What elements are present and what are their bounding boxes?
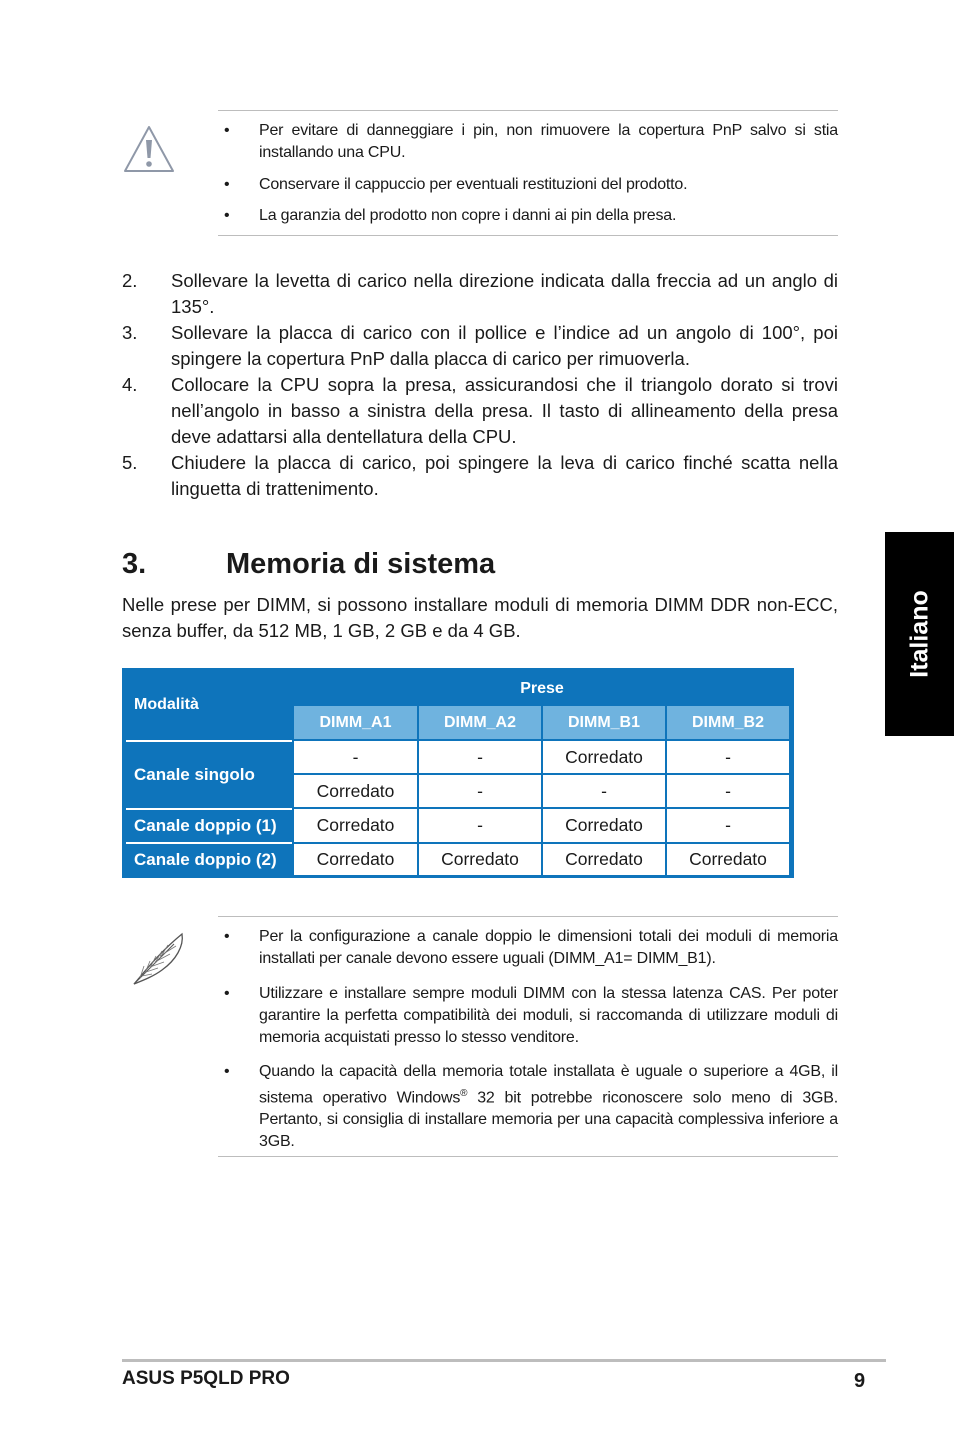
- step-item: 3. Sollevare la placca di carico con il pollice e l’indice ad un angolo di 100°, poi spingere la copertura PnP dalla placca di carico per rimuoverla.: [122, 322, 838, 369]
- table-cell: -: [419, 741, 541, 773]
- step-item: 2. Sollevare la levetta di carico nella direzione indicata dalla freccia ad un anglo di 135°.: [122, 270, 838, 317]
- language-tab: [885, 532, 954, 736]
- table-cell: Corredato: [543, 809, 665, 842]
- footer-rule: [122, 1359, 886, 1362]
- table-cell: -: [419, 809, 541, 842]
- table-cell: -: [667, 809, 789, 842]
- warning-triangle-icon: [122, 124, 176, 174]
- table-cell: Corredato: [294, 844, 417, 875]
- step-item: 4. Collocare la CPU sopra la presa, assicurandosi che il triangolo dorato si trovi nell’angolo in basso a sinistra della presa. Il tasto di allineamento della presa deve adattarsi alla dentellatura della CPU.: [122, 374, 838, 447]
- table-cell: -: [419, 775, 541, 807]
- memory-config-table: [122, 668, 794, 878]
- section-intro: Nelle prese per DIMM, si possono installare moduli di memoria DIMM DDR non-ECC, senza buffer, da 512 MB, 1 GB, 2 GB e da 4 GB.: [122, 594, 838, 641]
- row-label: Canale doppio (1): [134, 816, 277, 835]
- table-cell: Corredato: [543, 844, 665, 875]
- row-label: Canale singolo: [134, 765, 255, 784]
- table-cell: -: [667, 741, 789, 773]
- warning-box: • Per evitare di danneggiare i pin, non rimuovere la copertura PnP salvo si stia installando una CPU. • Conservare il cappuccio per eventuali restituzioni del prodotto. • La garanzia del prodotto non copre i danni ai pin della presa.: [218, 110, 838, 236]
- table-cell: Corredato: [294, 809, 417, 842]
- note-box: • Per la configurazione a canale doppio le dimensioni totali dei moduli di memoria installati per canale devono essere uguali (DIMM_A1= DIMM_B1). • Utilizzare e installare sempre moduli DIMM con la stessa latenza CAS. Per poter garantire la perfetta compatibilità dei moduli, si raccomanda di utilizzare moduli di memoria acquistati presso lo stesso venditore. • Quando la capacità della memoria totale installata è uguale o superiore a 4GB, il sistema operativo Windows® 32 bit potrebbe riconoscere solo meno di 3GB. Pertanto, si consiglia di installare memoria per una capacità complessiva inferiore a 3GB.: [218, 916, 838, 1157]
- section-number: 3.: [122, 548, 147, 580]
- installation-steps: [122, 268, 838, 502]
- page-number: 9: [854, 1370, 866, 1392]
- column-header: DIMM_B1: [543, 706, 665, 739]
- table-cell: -: [294, 741, 417, 773]
- row-label: Canale doppio (2): [134, 850, 277, 869]
- table-cell: -: [543, 775, 665, 807]
- table-cell: Corredato: [543, 741, 665, 773]
- column-header: DIMM_A2: [419, 706, 541, 739]
- language-tab-label: Italiano: [905, 590, 933, 678]
- section-heading: Memoria di sistema: [226, 548, 496, 580]
- column-header: DIMM_B2: [667, 706, 789, 739]
- table-cell: Corredato: [294, 775, 417, 807]
- step-item: 5. Chiudere la placca di carico, poi spingere la leva di carico finché scatta nella linguetta di trattenimento.: [122, 452, 838, 499]
- table-cell: Corredato: [667, 844, 789, 875]
- table-cell: -: [667, 775, 789, 807]
- column-header: DIMM_A1: [294, 706, 417, 739]
- feather-pen-icon: [128, 930, 188, 988]
- sockets-header: Prese: [520, 680, 564, 697]
- footer-product: ASUS P5QLD PRO: [122, 1368, 290, 1389]
- mode-header: Modalità: [134, 696, 199, 713]
- table-cell: Corredato: [419, 844, 541, 875]
